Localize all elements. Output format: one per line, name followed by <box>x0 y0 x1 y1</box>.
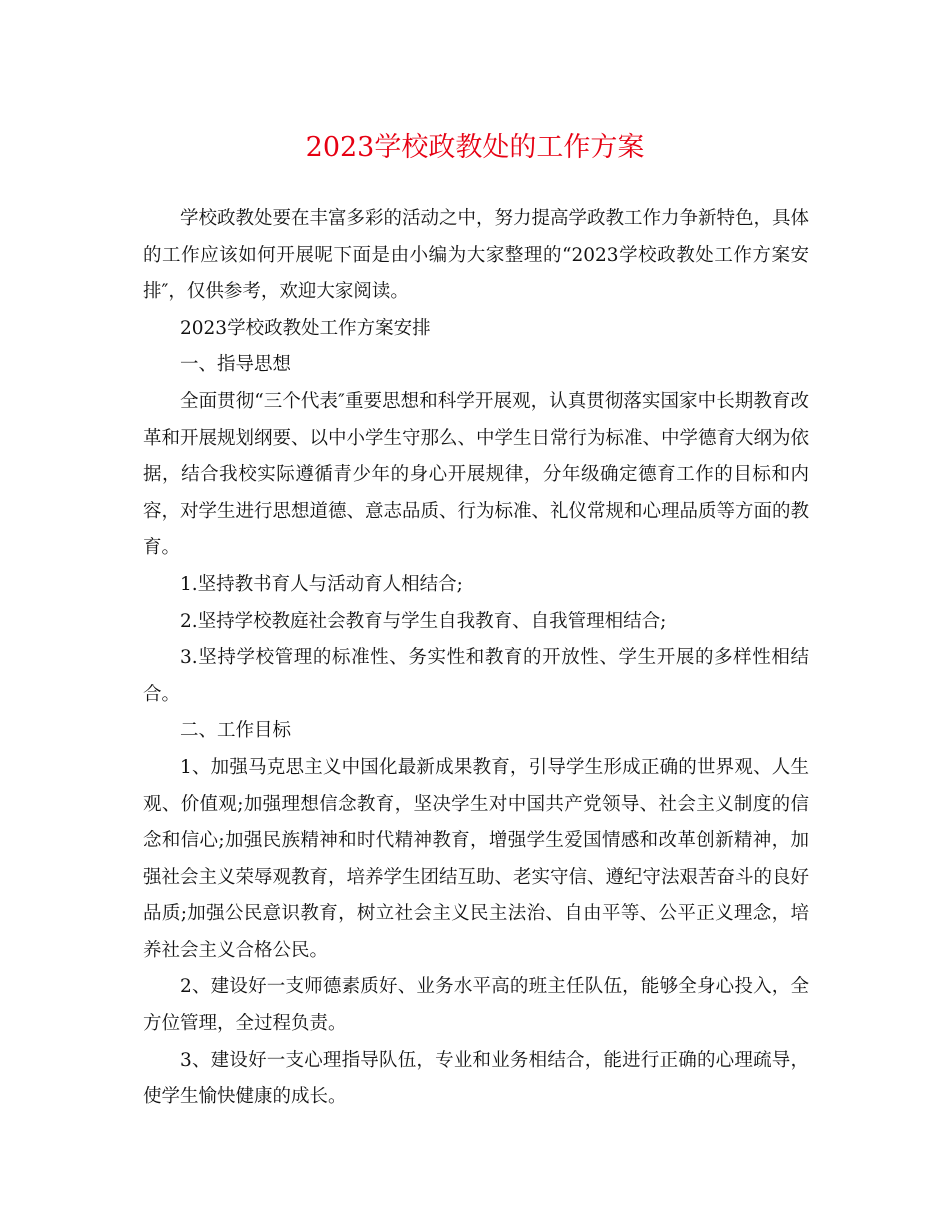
list-item-goal-1: 1、加强马克思主义中国化最新成果教育，引导学生形成正确的世界观、人生观、价值观;加强理想信念教育，坚决学生对中国共产党领导、社会主义制度的信念和信心;加强民族精神和时代精神教育，增强学生爱国情感和改革创新精神，加强社会主义荣辱观教育，培养学生团结互助、老实守信、遵纪守法艰苦奋斗的良好品质;加强公民意识教育，树立社会主义民主法治、自由平等、公平正义理念，培养社会主义合格公民。 <box>143 756 810 961</box>
list-item-principle-1: 1.坚持教书育人与活动育人相结合; <box>180 573 463 595</box>
section-heading-work-goals: 二、工作目标 <box>180 720 292 742</box>
section-heading-guiding-ideology: 一、指导思想 <box>180 354 292 376</box>
list-item-principle-2: 2.坚持学校教庭社会教育与学生自我教育、自我管理相结合; <box>180 610 667 632</box>
list-item-principle-3: 3.坚持学校管理的标准性、务实性和教育的开放性、学生开展的多样性相结合。 <box>143 647 809 705</box>
paragraph-intro: 学校政教处要在丰富多彩的活动之中，努力提高学政教工作力争新特色，具体的工作应该如何开展呢下面是由小编为大家整理的“2023学校政教处工作方案安排″，仅供参考，欢迎大家阅读。 <box>143 208 810 303</box>
paragraph-subtitle: 2023学校政教处工作方案安排 <box>180 317 431 339</box>
paragraph-guiding-ideology: 全面贯彻“三个代表″重要思想和科学开展观，认真贯彻落实国家中长期教育改革和开展规划纲要、以中小学生守那么、中学生日常行为标准、中学德育大纲为依据，结合我校实际遵循青少年的身心开展规律，分年级确定德育工作的目标和内容，对学生进行思想道德、意志品质、行为标准、礼仪常规和心理品质等方面的教育。 <box>143 390 810 559</box>
list-item-goal-2: 2、建设好一支师德素质好、业务水平高的班主任队伍，能够全身心投入，全方位管理，全过程负责。 <box>143 976 809 1035</box>
document-title: 2023学校政教处的工作方案 <box>305 132 645 163</box>
document-body <box>143 201 809 1116</box>
list-item-goal-3: 3、建设好一支心理指导队伍，专业和业务相结合，能进行正确的心理疏导，使学生愉快健康的成长。 <box>143 1049 809 1108</box>
